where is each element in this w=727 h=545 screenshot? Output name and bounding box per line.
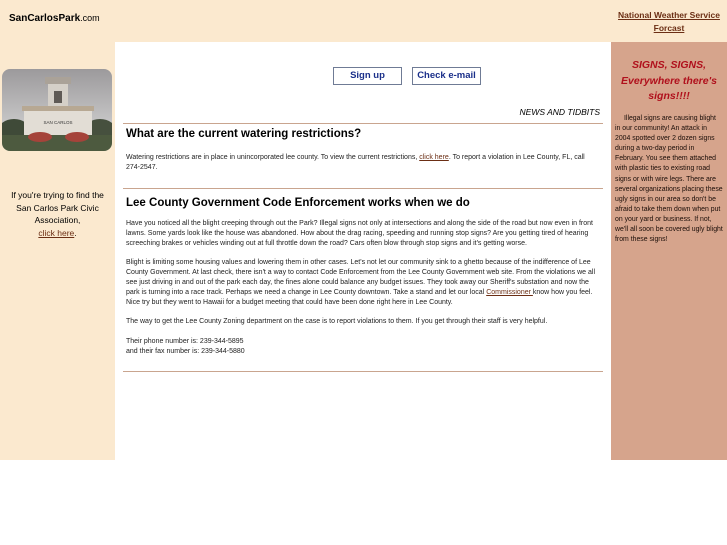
check-email-button[interactable]: Check e-mail <box>412 67 481 85</box>
divider <box>123 188 603 189</box>
watering-text-after: . To report a violation in Lee County, FL, call 274-2547. <box>126 154 585 171</box>
civic-association-text: If you're trying to find the San Carlos Park Civic Association, <box>11 190 104 225</box>
civic-association-note <box>4 189 111 239</box>
watering-text-before: Watering restrictions are in place in unincorporated lee county. To view the current restrictions, <box>126 154 420 161</box>
divider <box>123 371 603 372</box>
article-body-watering <box>126 153 598 173</box>
commissioner-link[interactable]: Commissioner <box>486 288 533 296</box>
article-title-code-enforcement: Lee County Government Code Enforcement works when we do <box>126 197 470 209</box>
header-bar <box>0 0 727 42</box>
contact-phone: Their phone number is: 239-344-5895 <box>126 338 244 345</box>
main-content <box>115 42 611 460</box>
weather-link-container <box>612 9 726 35</box>
brand-main: SanCarlosPark <box>9 13 81 24</box>
left-sidebar <box>0 42 115 460</box>
sign-photo-illustration <box>2 69 112 151</box>
signs-body-text: Illegal signs are causing blight in our community! An attack in 2004 spotted over 2 dozen signs during a two-day period in February. You see them attached with plastic ties to existing road signs or with wire legs. There are several organizations placing these ugly signs in our area so don't be afraid to take them down when put on your yard or business. If not, we'll all soon be covered ugly blight from these signs! <box>615 115 723 244</box>
right-sidebar <box>611 42 727 460</box>
civic-association-link[interactable]: click here <box>38 227 75 238</box>
government-text-before: Blight is limiting some housing values and lowering them in other cases. Let's not let our community sink to a ghetto because of the indifference of Lee County Government. At last check, there isn't a way to contact Code Enforcement from the Lee County Government web site. From the violations we all see just driving in and out of the park each day, the fines alone could balance any budget issues. They took away our Sheriff's substation and now the park is turning into a race track. Perhaps we need a change in Lee County downtown. Take a stand and let our local <box>126 259 596 296</box>
news-section-label: NEWS AND TIDBITS <box>519 107 600 117</box>
article-paragraph-government <box>126 258 598 308</box>
san-carlos-sign-photo <box>2 69 112 151</box>
photo-sign-text: SAN CARLOS <box>43 120 73 125</box>
government-text-after: know how you feel. Nice try but they went to Hawaii for a budget meeting that could have been done right here in Lee County. <box>126 288 593 306</box>
article-title-watering: What are the current watering restrictions? <box>126 128 362 140</box>
brand-suffix: .com <box>80 13 100 23</box>
signs-heading: SIGNS, SIGNS, Everywhere there's signs!!!! <box>621 59 717 102</box>
article-paragraph-zoning: The way to get the Lee County Zoning department on the case is to report violations to them. If you get through their staff is very helpful. <box>126 318 548 325</box>
site-logo[interactable] <box>9 13 100 24</box>
civic-association-tail: . <box>74 227 77 238</box>
watering-restrictions-link[interactable]: click here <box>419 154 449 161</box>
divider <box>123 123 603 124</box>
weather-forecast-link[interactable]: National Weather Service Forcast <box>618 10 720 33</box>
contact-fax: and their fax number is: 239-344-5880 <box>126 348 245 355</box>
article-paragraph-blight: Have you noticed all the blight creeping through out the Park? Illegal signs not only at intersections and along the side of the road but now even in front lawns. Some yards look like the house was abandoned. How about the drag racing, speeding and running stop signs? Are you getting tired of hearing screeching brakes or vehicles winding out at full throttle down the road? Cars often blow through stop signs and it's getting worse. <box>126 220 593 247</box>
sign-up-button[interactable]: Sign up <box>333 67 402 85</box>
